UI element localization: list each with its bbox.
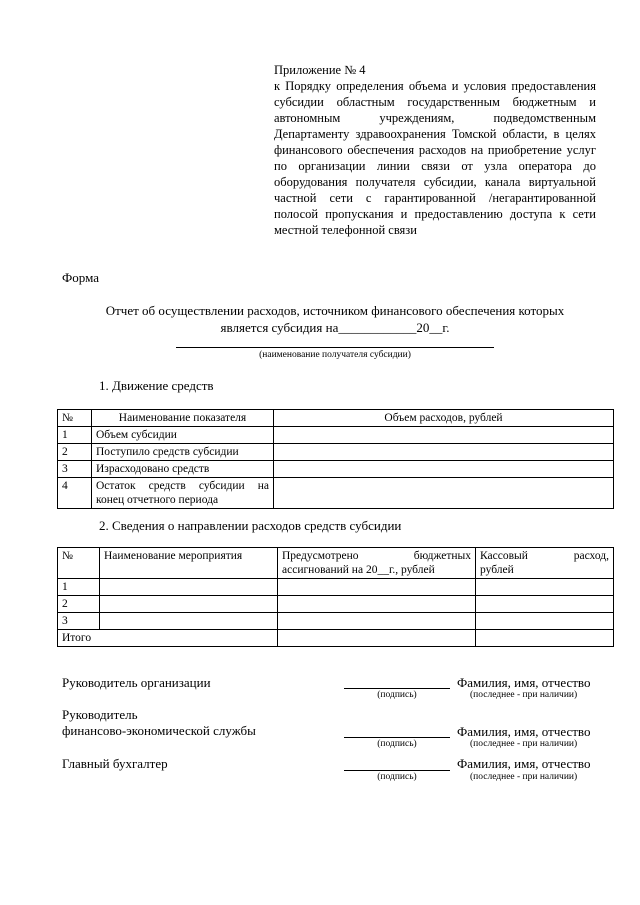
signature-caption: (подпись)	[377, 772, 417, 782]
row-name	[92, 478, 274, 509]
fio-field[interactable]: Фамилия, имя, отчество	[457, 756, 591, 771]
cash-header-line1: Кассовый расход,	[480, 550, 609, 562]
event-cell[interactable]	[100, 613, 278, 630]
signature-role-accountant: Главный бухгалтер	[62, 756, 168, 771]
row-num: 3	[58, 461, 92, 478]
row-name-line2: конец отчетного периода	[96, 494, 219, 506]
fio-caption: (последнее - при наличии)	[470, 772, 578, 782]
col-header-num: №	[58, 548, 100, 579]
total-label: Итого	[58, 630, 278, 647]
table-row	[58, 444, 614, 461]
signature-line[interactable]	[344, 688, 450, 689]
cash-cell[interactable]	[476, 613, 614, 630]
appendix-block	[274, 62, 596, 238]
budget-cell[interactable]	[278, 579, 476, 596]
cash-cell[interactable]	[476, 579, 614, 596]
event-cell[interactable]	[100, 596, 278, 613]
amount-cell[interactable]	[274, 478, 614, 509]
col-header-event: Наименование мероприятия	[100, 548, 278, 579]
cash-cell[interactable]	[476, 596, 614, 613]
row-num: 4	[58, 478, 92, 509]
row-name: Поступило средств субсидии	[92, 444, 274, 461]
expenses-table	[57, 547, 614, 647]
fio-field[interactable]: Фамилия, имя, отчество	[457, 675, 591, 690]
col-header-num: №	[58, 410, 92, 427]
row-num: 1	[58, 427, 92, 444]
recipient-line[interactable]	[176, 347, 494, 348]
report-title-line1: Отчет об осуществлении расходов, источником финансового обеспечения которых	[105, 303, 565, 318]
col-header-budget	[278, 548, 476, 579]
row-name: Израсходовано средств	[92, 461, 274, 478]
row-num: 1	[58, 579, 100, 596]
amount-cell[interactable]	[274, 427, 614, 444]
total-row	[58, 630, 614, 647]
recipient-caption: (наименование получателя субсидии)	[259, 350, 411, 360]
total-cash-cell[interactable]	[476, 630, 614, 647]
section1-heading: 1. Движение средств	[99, 378, 214, 393]
report-title-line2: является субсидия на____________20__г.	[220, 320, 450, 335]
table-row	[58, 596, 614, 613]
form-label: Форма	[62, 270, 99, 285]
budget-header-line2: ассигнований на 20__г., рублей	[282, 564, 435, 576]
section2-heading: 2. Сведения о направлении расходов средств субсидии	[99, 518, 402, 533]
signature-role-finance-line1: Руководитель	[62, 707, 138, 722]
funds-table-header	[58, 410, 614, 427]
fio-caption: (последнее - при наличии)	[470, 739, 578, 749]
signature-caption: (подпись)	[377, 690, 417, 700]
signature-line[interactable]	[344, 737, 450, 738]
table-row	[58, 478, 614, 509]
table-row	[58, 613, 614, 630]
amount-cell[interactable]	[274, 444, 614, 461]
row-num: 2	[58, 444, 92, 461]
table-row	[58, 579, 614, 596]
signature-role-head: Руководитель организации	[62, 675, 211, 690]
table-row	[58, 461, 614, 478]
expenses-table-header	[58, 548, 614, 579]
col-header-indicator: Наименование показателя	[92, 410, 274, 427]
cash-header-line2: рублей	[480, 564, 514, 576]
col-header-cash	[476, 548, 614, 579]
row-num: 3	[58, 613, 100, 630]
fio-field[interactable]: Фамилия, имя, отчество	[457, 724, 591, 739]
event-cell[interactable]	[100, 579, 278, 596]
appendix-text: к Порядку определения объема и условия предоставления субсидии областным государственным бюджетным и автономным учреждениям, подведомственным Департаменту здравоохранения Томской области, в целях финансового обеспечения расходов на приобретение услуг по организации линии связи от узла оператора до оборудования получателя субсидии, канала виртуальной частной сети с гарантированной /негарантированной полосой пропускания и предоставлению доступа к сети местной телефонной связи	[274, 79, 596, 237]
total-budget-cell[interactable]	[278, 630, 476, 647]
row-num: 2	[58, 596, 100, 613]
budget-header-line1: Предусмотрено бюджетных	[282, 550, 471, 562]
budget-cell[interactable]	[278, 613, 476, 630]
table-row	[58, 427, 614, 444]
funds-table	[57, 409, 614, 509]
signature-role-finance-line2: финансово-экономической службы	[62, 723, 256, 738]
col-header-amount: Объем расходов, рублей	[274, 410, 614, 427]
appendix-title: Приложение № 4	[274, 63, 366, 77]
budget-cell[interactable]	[278, 596, 476, 613]
row-name-line1: Остаток средств субсидии на	[96, 480, 269, 492]
signature-caption: (подпись)	[377, 739, 417, 749]
amount-cell[interactable]	[274, 461, 614, 478]
fio-caption: (последнее - при наличии)	[470, 690, 578, 700]
row-name: Объем субсидии	[92, 427, 274, 444]
signature-line[interactable]	[344, 770, 450, 771]
